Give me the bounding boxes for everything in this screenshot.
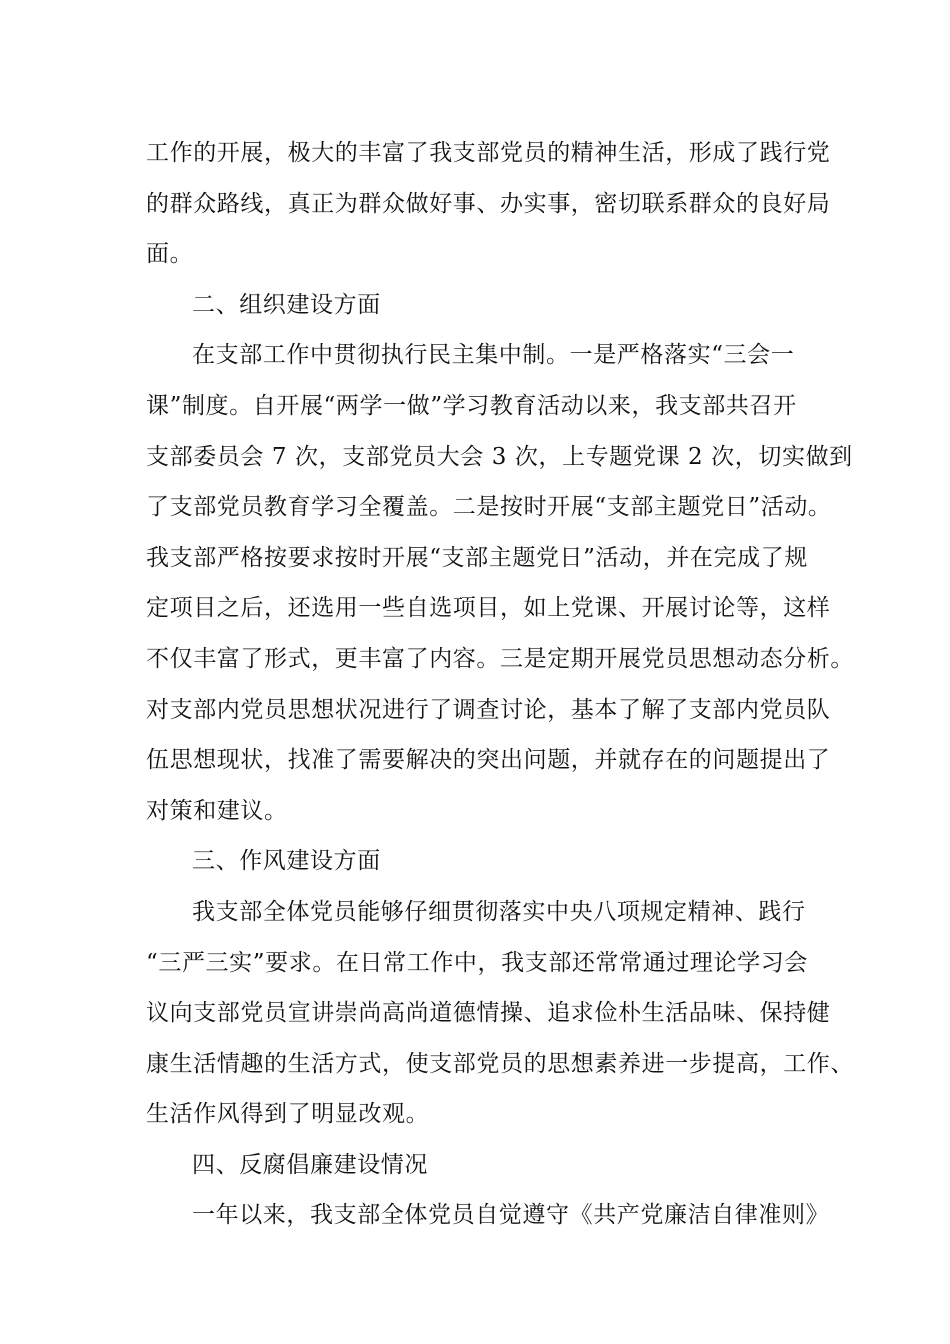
document-body bbox=[146, 128, 854, 1241]
text-line: “三严三实”要求。在日常工作中，我支部还常常通过理论学习会 bbox=[146, 949, 808, 976]
text-line: 一年以来，我支部全体党员自觉遵守《共产党廉洁自律准则》 bbox=[192, 1202, 830, 1229]
text-line: 在支部工作中贯彻执行民主集中制。一是严格落实“三会一 bbox=[192, 342, 795, 369]
text-line: 二、组织建设方面 bbox=[192, 291, 381, 318]
text-line: 四、反腐倡廉建设情况 bbox=[192, 1151, 428, 1178]
text-line: 定项目之后，还选用一些自选项目，如上党课、开展讨论等，这样 bbox=[146, 595, 831, 622]
text-line: 康生活情趣的生活方式，使支部党员的思想素养进一步提高，工作、 bbox=[146, 1050, 854, 1077]
text-line: 工作的开展，极大的丰富了我支部党员的精神生活，形成了践行党 bbox=[146, 140, 831, 166]
text-line: 生活作风得到了明显改观。 bbox=[146, 1101, 430, 1128]
text-line: 对支部内党员思想状况进行了调查讨论，基本了解了支部内党员队 bbox=[146, 696, 831, 723]
text-line: 面。 bbox=[146, 241, 194, 268]
text-line: 不仅丰富了形式，更丰富了内容。三是定期开展党员思想动态分析。 bbox=[146, 645, 854, 672]
text-line: 了支部党员教育学习全覆盖。二是按时开展“支部主题党日”活动。 bbox=[146, 494, 832, 521]
text-line: 三、作风建设方面 bbox=[192, 848, 381, 875]
text-line: 议向支部党员宣讲崇尚高尚道德情操、追求俭朴生活品味、保持健 bbox=[146, 1000, 831, 1027]
text-line: 我支部全体党员能够仔细贯彻落实中央八项规定精神、践行 bbox=[192, 898, 806, 925]
text-line: 我支部严格按要求按时开展“支部主题党日”活动，并在完成了规 bbox=[146, 544, 808, 571]
text-line: 的群众路线，真正为群众做好事、办实事，密切联系群众的良好局 bbox=[146, 190, 831, 217]
text-line: 支部委员会 7 次，支部党员大会 3 次，上专题党课 2 次，切实做到 bbox=[146, 443, 853, 470]
text-line: 对策和建议。 bbox=[146, 797, 288, 824]
text-line: 课”制度。自开展“两学一做”学习教育活动以来，我支部共召开 bbox=[146, 392, 797, 419]
text-line: 伍思想现状，找准了需要解决的突出问题，并就存在的问题提出了 bbox=[146, 747, 831, 774]
